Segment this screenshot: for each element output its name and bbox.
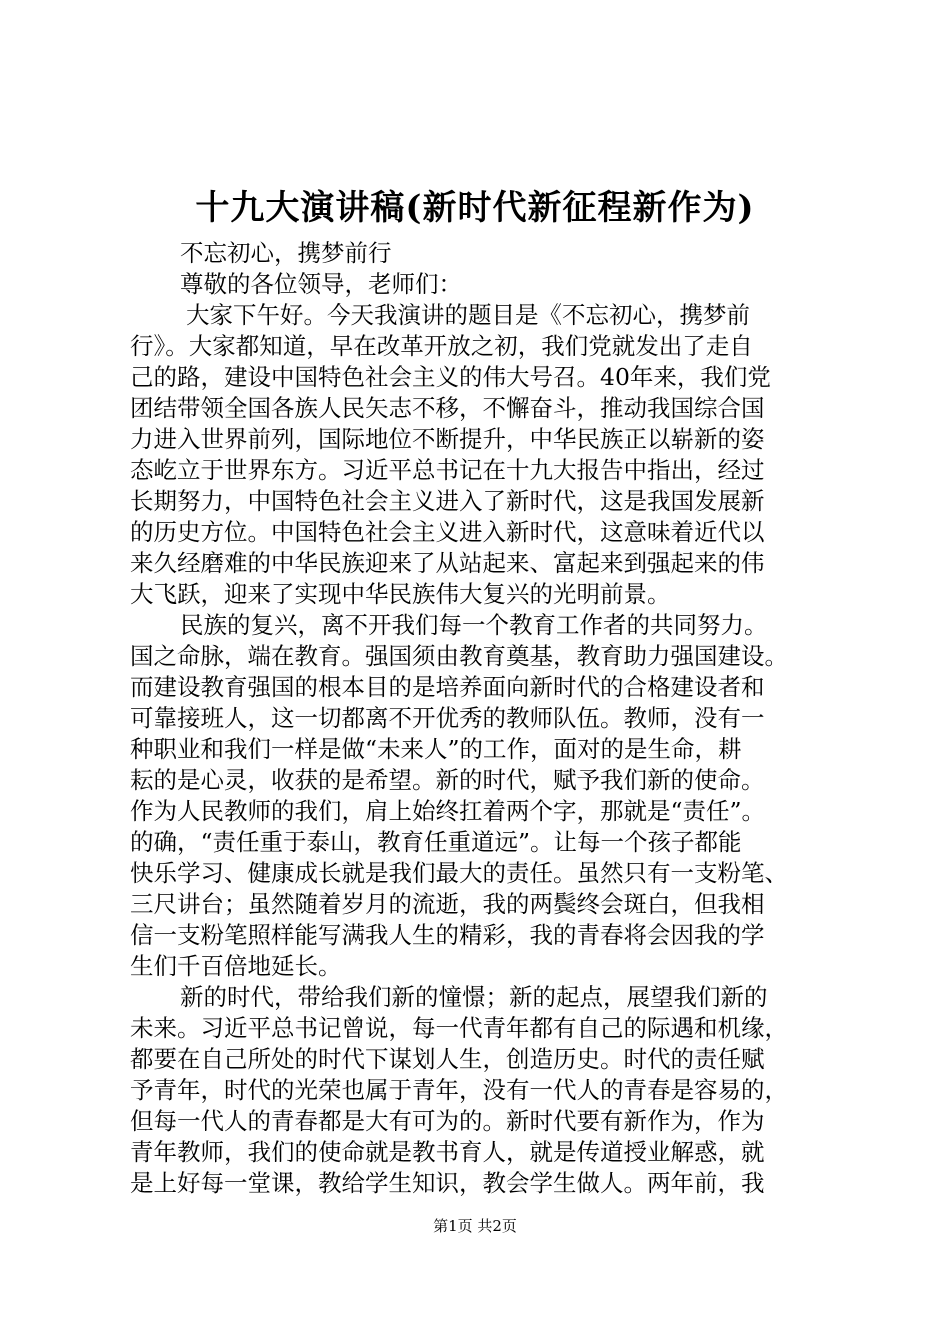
document-title: 十九大演讲稿(新时代新征程新作为) xyxy=(195,188,755,228)
paragraph-1-line: 行》。大家都知道，早在改革开放之初，我们党就发出了走自 xyxy=(130,332,753,360)
paragraph-3-line: 都要在自己所处的时代下谋划人生，创造历史。时代的责任赋 xyxy=(130,1045,765,1073)
paragraph-2-line: 耘的是心灵，收获的是希望。新的时代，赋予我们新的使命。 xyxy=(130,766,765,794)
paragraph-3-line: 予青年，时代的光荣也属于青年，没有一代人的青春是容易的， xyxy=(130,1076,788,1104)
paragraph-2-line: 国之命脉，端在教育。强国须由教育奠基，教育助力强国建设。 xyxy=(130,642,788,670)
paragraph-1-line: 己的路，建设中国特色社会主义的伟大号召。40年来，我们党 xyxy=(130,363,771,391)
paragraph-2-line: 信一支粉笔照样能写满我人生的精彩，我的青春将会因我的学 xyxy=(130,921,765,949)
paragraph-3-line: 青年教师，我们的使命就是教书育人，就是传道授业解惑，就 xyxy=(130,1138,765,1166)
paragraph-1-line: 的历史方位。中国特色社会主义进入新时代，这意味着近代以 xyxy=(130,518,765,546)
paragraph-2-line: 可靠接班人，这一切都离不开优秀的教师队伍。教师，没有一 xyxy=(130,704,765,732)
paragraph-3-line: 新的时代，带给我们新的憧憬；新的起点，展望我们新的 xyxy=(180,983,768,1011)
subtitle-line: 不忘初心，携梦前行 xyxy=(180,239,392,267)
paragraph-1-line: 大飞跃，迎来了实现中华民族伟大复兴的光明前景。 xyxy=(130,580,671,608)
paragraph-2-line: 作为人民教师的我们，肩上始终扛着两个字，那就是“责任”。 xyxy=(130,797,766,825)
paragraph-3-line: 未来。习近平总书记曾说，每一代青年都有自己的际遇和机缘， xyxy=(130,1014,788,1042)
paragraph-1-line: 长期努力，中国特色社会主义进入了新时代，这是我国发展新 xyxy=(130,487,765,515)
paragraph-3-line: 但每一代人的青春都是大有可为的。新时代要有新作为，作为 xyxy=(130,1107,765,1135)
paragraph-2-line: 而建设教育强国的根本目的是培养面向新时代的合格建设者和 xyxy=(130,673,765,701)
paragraph-1-line: 力进入世界前列，国际地位不断提升，中华民族正以崭新的姿 xyxy=(130,425,765,453)
paragraph-1-line: 团结带领全国各族人民矢志不移，不懈奋斗，推动我国综合国 xyxy=(130,394,765,422)
salutation-line: 尊敬的各位领导，老师们： xyxy=(180,270,462,298)
paragraph-2-line: 种职业和我们一样是做“未来人”的工作，面对的是生命，耕 xyxy=(130,735,742,763)
paragraph-1-line: 态屹立于世界东方。习近平总书记在十九大报告中指出，经过 xyxy=(130,456,765,484)
paragraph-3-line: 是上好每一堂课，教给学生知识，教会学生做人。两年前，我 xyxy=(130,1169,765,1197)
paragraph-2-line: 快乐学习、健康成长就是我们最大的责任。虽然只有一支粉笔、 xyxy=(130,859,788,887)
document-body xyxy=(130,238,830,1199)
page-number-footer: 第1页 共2页 xyxy=(433,1217,517,1235)
paragraph-1-line: 大家下午好。今天我演讲的题目是《不忘初心，携梦前 xyxy=(186,301,750,329)
paragraph-1-line: 来久经磨难的中华民族迎来了从站起来、富起来到强起来的伟 xyxy=(130,549,765,577)
paragraph-2-line: 的确，“责任重于泰山，教育任重道远”。让每一个孩子都能 xyxy=(130,828,742,856)
paragraph-2-line: 生们千百倍地延长。 xyxy=(130,952,342,980)
paragraph-2-line: 三尺讲台；虽然随着岁月的流逝，我的两鬓终会斑白，但我相 xyxy=(130,890,765,918)
paragraph-2-line: 民族的复兴，离不开我们每一个教育工作者的共同努力。 xyxy=(180,611,768,639)
